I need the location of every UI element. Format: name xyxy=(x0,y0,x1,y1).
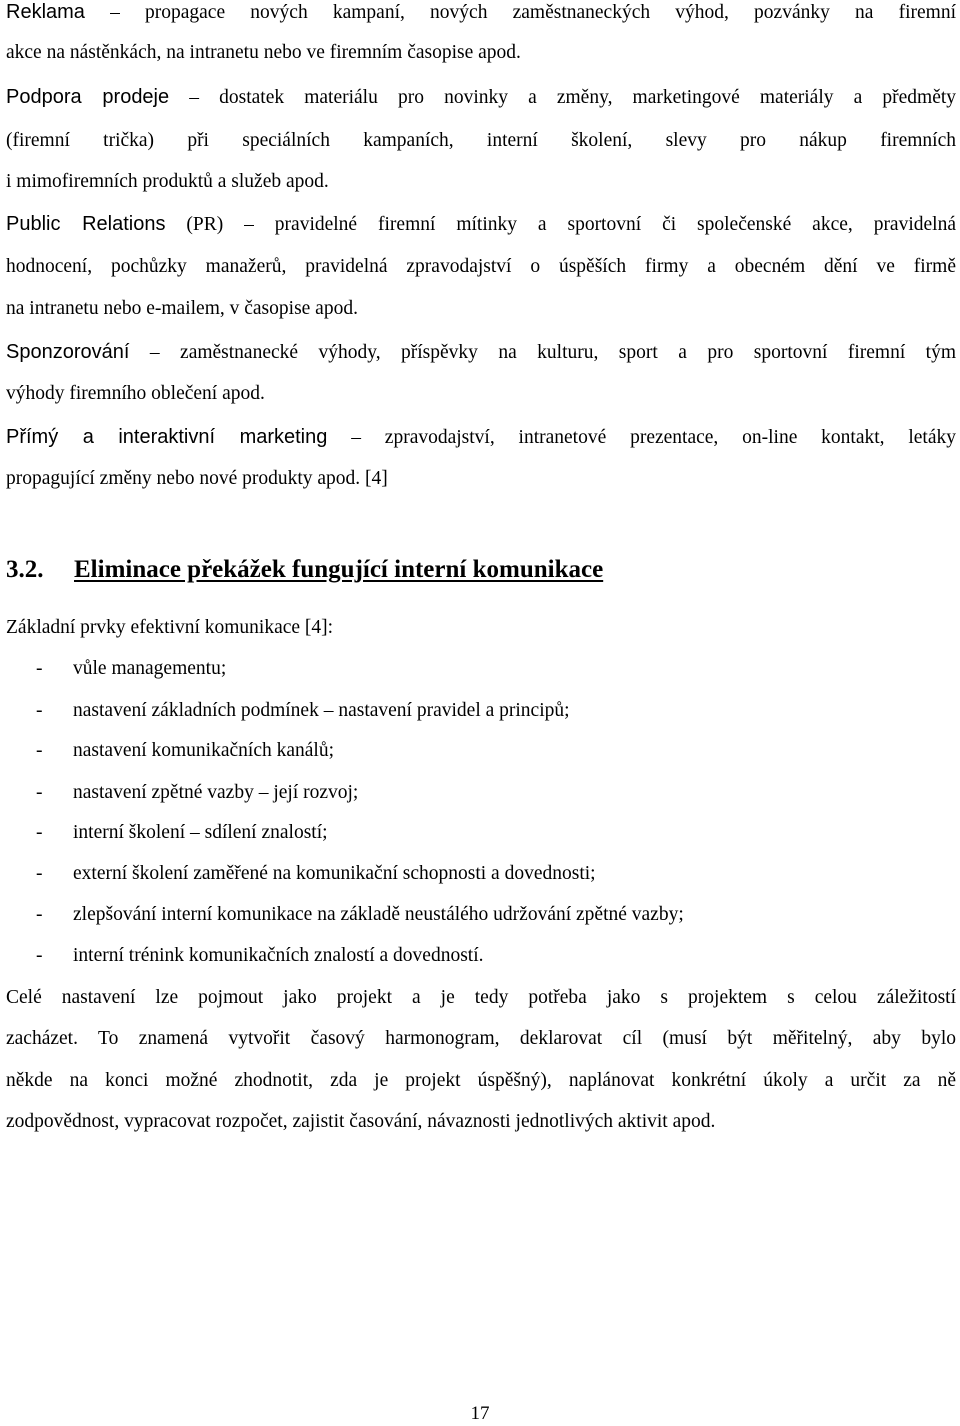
list-item-text: nastavení zpětné vazby – její rozvoj; xyxy=(73,782,359,803)
podpora-text-1: – dostatek materiálu pro novinky a změny, marketingové materiály a předměty xyxy=(189,87,957,108)
list-item-text: nastavení komunikačních kanálů; xyxy=(73,740,335,761)
bullet-dash: - xyxy=(36,904,43,925)
list-item-text: vůle managementu; xyxy=(73,658,227,679)
reklama-line-2: akce na nástěnkách, na intranetu nebo ve firemním časopise apod. xyxy=(6,42,521,63)
bullet-dash: - xyxy=(36,863,43,884)
marketing-line-2: propagující změny nebo nové produkty apod. [4] xyxy=(6,468,388,489)
closing-line-4: zodpovědnost, vypracovat rozpočet, zajistit časování, návaznosti jednotlivých aktivit apod. xyxy=(6,1111,716,1132)
bullet-dash: - xyxy=(36,740,43,761)
pr-text-1: (PR) – pravidelné firemní mítinky a sportovní či společenské akce, pravidelná xyxy=(186,214,956,235)
section-intro: Základní prvky efektivní komunikace [4]: xyxy=(6,617,334,638)
sponzorovani-text-1: – zaměstnanecké výhody, příspěvky na kulturu, sport a pro sportovní firemní tým xyxy=(149,342,957,363)
pr-line-1 xyxy=(6,212,956,237)
pr-line-3: na intranetu nebo e-mailem, v časopise apod. xyxy=(6,298,358,319)
term-sponzorovani: Sponzorování xyxy=(6,341,130,363)
page-number: 17 xyxy=(470,1403,490,1424)
podpora-line-1 xyxy=(6,85,956,110)
list-item xyxy=(36,862,596,886)
term-reklama: Reklama xyxy=(6,1,85,23)
bullet-dash: - xyxy=(36,658,43,679)
list-item-text: interní trénink komunikačních znalostí a dovedností. xyxy=(73,945,484,966)
reklama-text-1: – propagace nových kampaní, nových zaměstnaneckých výhod, pozvánky na firemní xyxy=(110,2,956,23)
sponzorovani-line-2: výhody firemního oblečení apod. xyxy=(6,383,265,404)
list-item xyxy=(36,699,570,723)
podpora-line-3: i mimofiremních produktů a služeb apod. xyxy=(6,171,329,192)
reklama-line-1 xyxy=(6,0,956,25)
section-heading xyxy=(6,555,603,585)
closing-line-3: někde na konci možné zhodnotit, zda je projekt úspěšný), naplánovat konkrétní úkoly a určit za ně xyxy=(6,1070,956,1091)
bullet-dash: - xyxy=(36,700,43,721)
marketing-line-1 xyxy=(6,425,956,450)
sponzorovani-line-1 xyxy=(6,340,956,365)
closing-line-2: zacházet. To znamená vytvořit časový harmonogram, deklarovat cíl (musí být měřitelný, aby bylo xyxy=(6,1028,956,1049)
list-item xyxy=(36,781,358,805)
pr-line-2: hodnocení, pochůzky manažerů, pravidelná zpravodajství o úspěších firmy a obecném dění ve firmě xyxy=(6,256,956,277)
section-number: 3.2. xyxy=(6,556,44,583)
marketing-text-1: – zpravodajství, intranetové prezentace, on-line kontakt, letáky xyxy=(351,427,957,448)
list-item xyxy=(36,657,226,681)
list-item xyxy=(36,821,328,845)
list-item-text: externí školení zaměřené na komunikační schopnosti a dovednosti; xyxy=(73,863,596,884)
bullet-dash: - xyxy=(36,945,43,966)
list-item-text: interní školení – sdílení znalostí; xyxy=(73,822,328,843)
list-item-text: nastavení základních podmínek – nastavení pravidel a principů; xyxy=(73,700,570,721)
closing-line-1: Celé nastavení lze pojmout jako projekt a je tedy potřeba jako s projektem s celou záležitostí xyxy=(6,987,956,1008)
term-primy-marketing: Přímý a interaktivní marketing xyxy=(6,426,328,448)
list-item xyxy=(36,903,684,927)
list-item-text: zlepšování interní komunikace na základě neustálého udržování zpětné vazby; xyxy=(73,904,684,925)
list-item xyxy=(36,944,484,968)
bullet-dash: - xyxy=(36,822,43,843)
list-item xyxy=(36,739,334,763)
section-title: Eliminace překážek fungující interní komunikace xyxy=(74,556,604,583)
podpora-line-2: (firemní trička) při speciálních kampaních, interní školení, slevy pro nákup firemních xyxy=(6,130,956,151)
bullet-dash: - xyxy=(36,782,43,803)
term-podpora-prodeje: Podpora prodeje xyxy=(6,86,170,108)
term-public-relations: Public Relations xyxy=(6,213,166,235)
